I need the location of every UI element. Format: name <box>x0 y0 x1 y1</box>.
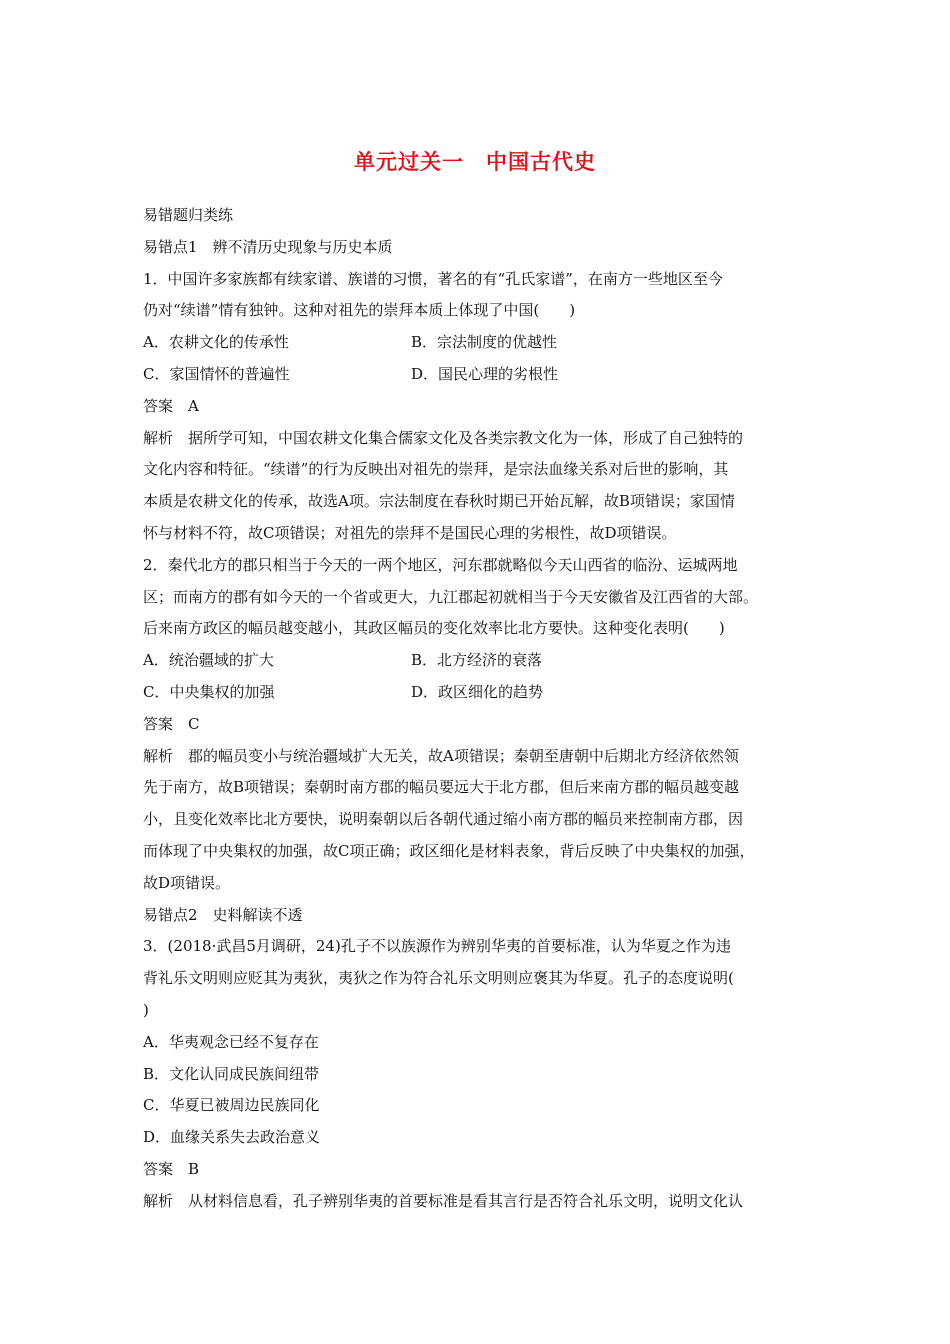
question-1 <box>143 264 821 550</box>
analysis-line: 故D项错误。 <box>143 873 231 892</box>
option-c: C．家国情怀的普遍性 <box>143 364 290 383</box>
options-row <box>143 327 821 359</box>
error-point-heading: 易错点1 辨不清历史现象与历史本质 <box>143 237 393 256</box>
question-2 <box>143 550 821 900</box>
option-d: D．血缘关系失去政治意义 <box>143 1128 321 1147</box>
question-stem-line: 1．中国许多家族都有续家谱、族谱的习惯，著名的有“孔氏家谱”，在南方一些地区至今 <box>143 269 723 288</box>
analysis-line: 怀与材料不符，故C项错误；对祖先的崇拜不是国民心理的劣根性，故D项错误。 <box>143 523 677 542</box>
analysis-line: 解析 郡的幅员变小与统治疆域扩大无关，故A项错误；秦朝至唐朝中后期北方经济依然领 <box>143 746 739 765</box>
answer: 答案 C <box>143 714 200 733</box>
options-row <box>143 645 821 677</box>
option-c: C．中央集权的加强 <box>143 682 275 701</box>
options-row <box>143 677 821 709</box>
error-point-heading: 易错点2 史料解读不透 <box>143 905 303 924</box>
answer: 答案 A <box>143 396 199 415</box>
section-heading: 易错题归类练 <box>143 206 234 224</box>
question-stem-line: 区；而南方的郡有如今天的一个省或更大，九江郡起初就相当于今天安徽省及江西省的大部。 <box>143 587 759 606</box>
document-body <box>143 200 821 1218</box>
analysis-line: 文化内容和特征。“续谱”的行为反映出对祖先的崇拜，是宗法血缘关系对后世的影响，其 <box>143 460 729 479</box>
option-c: C．华夏已被周边民族同化 <box>143 1096 320 1115</box>
analysis-line: 而体现了中央集权的加强，故C项正确；政区细化是材料表象，背后反映了中央集权的加强， <box>143 841 755 860</box>
option-b: B．北方经济的衰落 <box>411 651 543 670</box>
option-a: A．华夷观念已经不复存在 <box>143 1032 319 1051</box>
options-row <box>143 359 821 391</box>
question-stem-line: 仍对“续谱”情有独钟。这种对祖先的崇拜本质上体现了中国( ) <box>143 301 576 320</box>
question-3 <box>143 931 821 1217</box>
question-stem-line: 2．秦代北方的郡只相当于今天的一两个地区，河东郡就略似今天山西省的临汾、运城两地 <box>143 555 738 574</box>
option-a: A．统治疆域的扩大 <box>143 651 274 670</box>
option-b: B．宗法制度的优越性 <box>411 333 558 352</box>
option-d: D．国民心理的劣根性 <box>411 364 559 383</box>
analysis-line: 小，且变化效率比北方要快，说明秦朝以后各朝代通过缩小南方郡的幅员来控制南方郡，因 <box>143 810 744 829</box>
option-a: A．农耕文化的传承性 <box>143 333 289 352</box>
analysis-line: 解析 据所学可知，中国农耕文化集合儒家文化及各类宗教文化为一体，形成了自己独特的 <box>143 428 744 447</box>
page-title: 单元过关一 中国古代史 <box>354 150 596 174</box>
answer: 答案 B <box>143 1159 200 1178</box>
question-stem-line: 后来南方政区的幅员越变越小，其政区幅员的变化效率比北方要快。这种变化表明( ) <box>143 619 725 638</box>
question-stem-line: ) <box>143 1000 149 1019</box>
option-d: D．政区细化的趋势 <box>411 682 544 701</box>
question-stem-line: 背礼乐文明则应贬其为夷狄，夷狄之作为符合礼乐文明则应褒其为华夏。孔子的态度说明( <box>143 969 734 988</box>
analysis-line: 解析 从材料信息看，孔子辨别华夷的首要标准是看其言行是否符合礼乐文明，说明文化认 <box>143 1191 744 1210</box>
question-stem-line: 3．(2018·武昌5月调研，24)孔子不以族源作为辨别华夷的首要标准，认为华夏之作为违 <box>143 937 731 956</box>
option-b: B．文化认同成民族间纽带 <box>143 1064 320 1083</box>
analysis-line: 本质是农耕文化的传承，故选A项。宗法制度在春秋时期已开始瓦解，故B项错误；家国情 <box>143 492 735 511</box>
analysis-line: 先于南方，故B项错误；秦朝时南方郡的幅员要远大于北方郡，但后来南方郡的幅员越变越 <box>143 778 740 797</box>
